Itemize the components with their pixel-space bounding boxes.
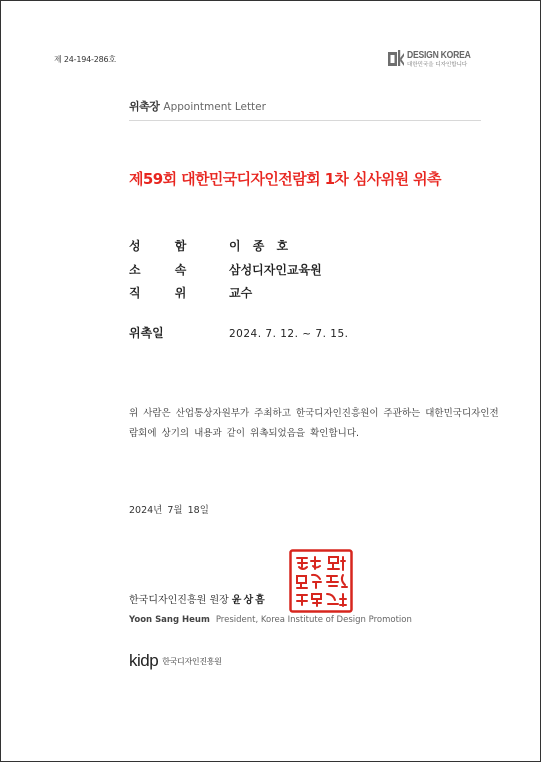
signature-line bbox=[129, 591, 267, 606]
affiliation-value: 삼성디자인교육원 bbox=[229, 263, 322, 277]
period-label: 위촉일 bbox=[129, 326, 164, 340]
signatory-title-en: President, Korea Institute of Design Promotion bbox=[215, 615, 412, 625]
logo-english: DESIGN KOREA bbox=[407, 49, 471, 61]
signature-english bbox=[129, 615, 412, 625]
document-type-kr: 위촉장 bbox=[129, 100, 160, 113]
document-type bbox=[129, 98, 266, 114]
kidp-logo-mark: kidp bbox=[129, 651, 159, 670]
position-label: 직 위 bbox=[129, 286, 202, 300]
period-value: 2024. 7. 12. ~ 7. 15. bbox=[229, 328, 349, 340]
design-korea-logo bbox=[388, 50, 485, 68]
affiliation-label: 소 속 bbox=[129, 263, 202, 277]
signatory-name: 윤상흠 bbox=[231, 595, 267, 606]
document-number: 제 24-194-286호 bbox=[54, 55, 116, 64]
header-divider bbox=[129, 120, 481, 121]
kidp-footer-logo bbox=[129, 651, 222, 671]
name-field bbox=[129, 237, 292, 254]
name-label: 성 함 bbox=[129, 239, 202, 253]
confirmation-text: 위 사람은 산업통상자원부가 주최하고 한국디자인진흥원이 주관하는 대한민국디자인전람회에 상기의 내용과 같이 위촉되었음을 확인합니다. bbox=[129, 408, 499, 439]
logo-korean: 대한민국을 디자인합니다 bbox=[407, 61, 468, 68]
signatory-name-en: Yoon Sang Heum bbox=[129, 615, 210, 625]
appointment-title: 제59회 대한민국디자인전람회 1차 심사위원 위촉 bbox=[129, 170, 441, 188]
name-value: 이 종 호 bbox=[229, 239, 293, 253]
signatory-title: 한국디자인진흥원 원장 bbox=[129, 595, 229, 606]
period-field bbox=[129, 324, 348, 341]
position-field bbox=[129, 284, 252, 301]
dk-logo-icon bbox=[388, 50, 404, 68]
position-value: 교수 bbox=[229, 286, 253, 300]
kidp-org-name: 한국디자인진흥원 bbox=[162, 656, 222, 666]
document-type-en: Appointment Letter bbox=[163, 101, 266, 113]
official-seal-icon bbox=[289, 549, 353, 613]
affiliation-field bbox=[129, 261, 322, 278]
issue-date: 2024년 7월 18일 bbox=[129, 505, 209, 516]
